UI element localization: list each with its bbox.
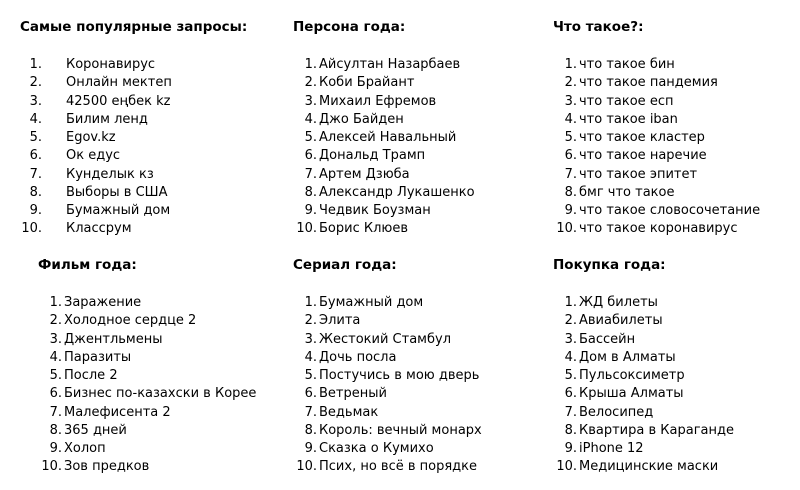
item-text: Билим ленд	[66, 111, 148, 127]
item-number: 8.	[304, 422, 317, 438]
item-number: 1.	[304, 57, 317, 72]
item-text: Авиабилеты	[579, 313, 663, 329]
item-text: что такое кластер	[579, 130, 705, 145]
item-number: 4.	[29, 111, 42, 127]
item-text: что такое есп	[579, 93, 674, 109]
item-number: 3.	[304, 93, 317, 109]
item-number: 3.	[564, 331, 577, 347]
item-number: 5.	[304, 130, 317, 145]
item-text: Бумажный дом	[66, 203, 171, 218]
item-number: 9.	[564, 203, 577, 218]
section-title: Персона года:	[293, 19, 406, 35]
item-text: бмг что такое	[579, 184, 675, 200]
item-number: 6.	[564, 386, 577, 402]
item-number: 2.	[564, 313, 577, 329]
item-number: 8.	[29, 184, 42, 200]
section-title: Сериал года:	[293, 257, 397, 273]
item-text: Ок едус	[66, 148, 121, 164]
item-text: Зов предков	[64, 459, 150, 475]
item-text: Джо Байден	[319, 111, 404, 127]
section-title: Самые популярные запросы:	[20, 19, 248, 35]
item-number: 10.	[296, 459, 317, 475]
item-text: Ведьмак	[319, 404, 379, 420]
item-number: 7.	[304, 404, 317, 420]
section-title: Что такое?:	[553, 19, 644, 35]
item-number: 9.	[304, 203, 317, 218]
item-text: Медицинские маски	[579, 459, 719, 475]
item-number: 5.	[564, 130, 577, 145]
item-number: 5.	[29, 130, 42, 145]
item-text: что такое бин	[579, 57, 675, 72]
item-text: Паразиты	[64, 349, 132, 365]
item-text: Дочь посла	[319, 349, 397, 365]
item-text: Бизнес по-казахски в Корее	[64, 386, 257, 402]
item-number: 8.	[564, 184, 577, 200]
item-number: 1.	[29, 57, 42, 72]
item-number: 6.	[304, 386, 317, 402]
item-number: 6.	[564, 148, 577, 164]
item-number: 5.	[304, 368, 317, 383]
item-text: что такое пандемия	[579, 75, 718, 91]
item-number: 5.	[49, 368, 62, 383]
item-text: Король: вечный монарх	[319, 422, 482, 438]
item-text: Холоп	[64, 441, 106, 456]
item-text: Дональд Трамп	[319, 148, 426, 164]
item-text: что такое коронавирус	[579, 221, 738, 237]
item-text: Малефисента 2	[64, 404, 171, 420]
item-text: что такое эпитет	[579, 166, 698, 182]
item-text: что такое словосочетание	[579, 203, 761, 218]
item-text: Коби Брайант	[319, 75, 415, 91]
item-text: Велосипед	[579, 404, 654, 420]
item-text: Псих, но всё в порядке	[319, 459, 478, 475]
item-number: 7.	[564, 404, 577, 420]
item-number: 9.	[564, 441, 577, 456]
item-text: Айсултан Назарбаев	[319, 57, 461, 72]
item-number: 10.	[21, 221, 42, 237]
item-text: Постучись в мою дверь	[319, 368, 480, 383]
item-number: 4.	[49, 349, 62, 365]
item-text: iPhone 12	[579, 441, 644, 456]
item-number: 1.	[564, 57, 577, 72]
item-text: Дом в Алматы	[579, 349, 676, 365]
item-text: Сказка о Кумихо	[319, 441, 434, 456]
item-number: 1.	[564, 295, 577, 310]
item-number: 6.	[29, 148, 42, 164]
section-title: Фильм года:	[38, 257, 137, 273]
item-number: 3.	[564, 93, 577, 109]
item-text: Борис Клюев	[319, 221, 408, 237]
item-number: 9.	[304, 441, 317, 456]
item-text: что такое iban	[579, 111, 678, 127]
item-text: Чедвик Боузман	[319, 203, 431, 218]
item-text: Михаил Ефремов	[319, 93, 437, 109]
item-number: 8.	[49, 422, 62, 438]
item-number: 4.	[304, 349, 317, 365]
item-number: 7.	[49, 404, 62, 420]
item-text: После 2	[64, 368, 118, 383]
item-number: 6.	[304, 148, 317, 164]
item-number: 1.	[304, 295, 317, 310]
item-text: Элита	[319, 313, 361, 329]
item-text: Артем Дзюба	[319, 166, 410, 182]
item-number: 2.	[29, 75, 42, 91]
section-title: Покупка года:	[553, 257, 666, 273]
item-number: 2.	[304, 75, 317, 91]
item-number: 8.	[304, 184, 317, 200]
item-number: 3.	[304, 331, 317, 347]
item-text: Заражение	[64, 295, 142, 310]
item-number: 6.	[49, 386, 62, 402]
item-text: Крыша Алматы	[579, 386, 684, 402]
item-number: 7.	[564, 166, 577, 182]
item-number: 3.	[29, 93, 42, 109]
item-number: 10.	[556, 221, 577, 237]
item-number: 10.	[556, 459, 577, 475]
item-text: Онлайн мектеп	[66, 75, 172, 91]
item-number: 7.	[29, 166, 42, 182]
item-text: Алексей Навальный	[319, 130, 457, 145]
item-text: 42500 еңбек kz	[66, 93, 171, 109]
item-number: 1.	[49, 295, 62, 310]
item-text: Кунделык кз	[66, 166, 154, 182]
item-number: 4.	[304, 111, 317, 127]
item-number: 4.	[564, 111, 577, 127]
item-text: Классрум	[66, 221, 132, 237]
item-number: 5.	[564, 368, 577, 383]
item-number: 10.	[296, 221, 317, 237]
item-number: 9.	[29, 203, 42, 218]
item-number: 7.	[304, 166, 317, 182]
item-text: Пульсоксиметр	[579, 368, 685, 383]
item-text: что такое наречие	[579, 148, 707, 164]
item-text: Бумажный дом	[319, 295, 424, 310]
item-text: Бассейн	[579, 331, 636, 347]
item-text: Жестокий Стамбул	[319, 331, 451, 347]
item-number: 4.	[564, 349, 577, 365]
item-number: 2.	[49, 313, 62, 329]
item-text: Джентльмены	[64, 331, 163, 347]
item-text: ЖД билеты	[579, 295, 658, 310]
item-text: Egov.kz	[66, 130, 116, 145]
item-text: Ветреный	[319, 386, 387, 402]
item-number: 8.	[564, 422, 577, 438]
item-text: Квартира в Караганде	[579, 422, 734, 438]
item-number: 2.	[564, 75, 577, 91]
item-text: 365 дней	[64, 422, 127, 438]
item-number: 3.	[49, 331, 62, 347]
item-number: 2.	[304, 313, 317, 329]
item-number: 9.	[49, 441, 62, 456]
item-text: Выборы в США	[66, 184, 168, 200]
item-text: Коронавирус	[66, 57, 156, 72]
item-number: 10.	[41, 459, 62, 475]
item-text: Александр Лукашенко	[319, 184, 475, 200]
item-text: Холодное сердце 2	[64, 313, 197, 329]
